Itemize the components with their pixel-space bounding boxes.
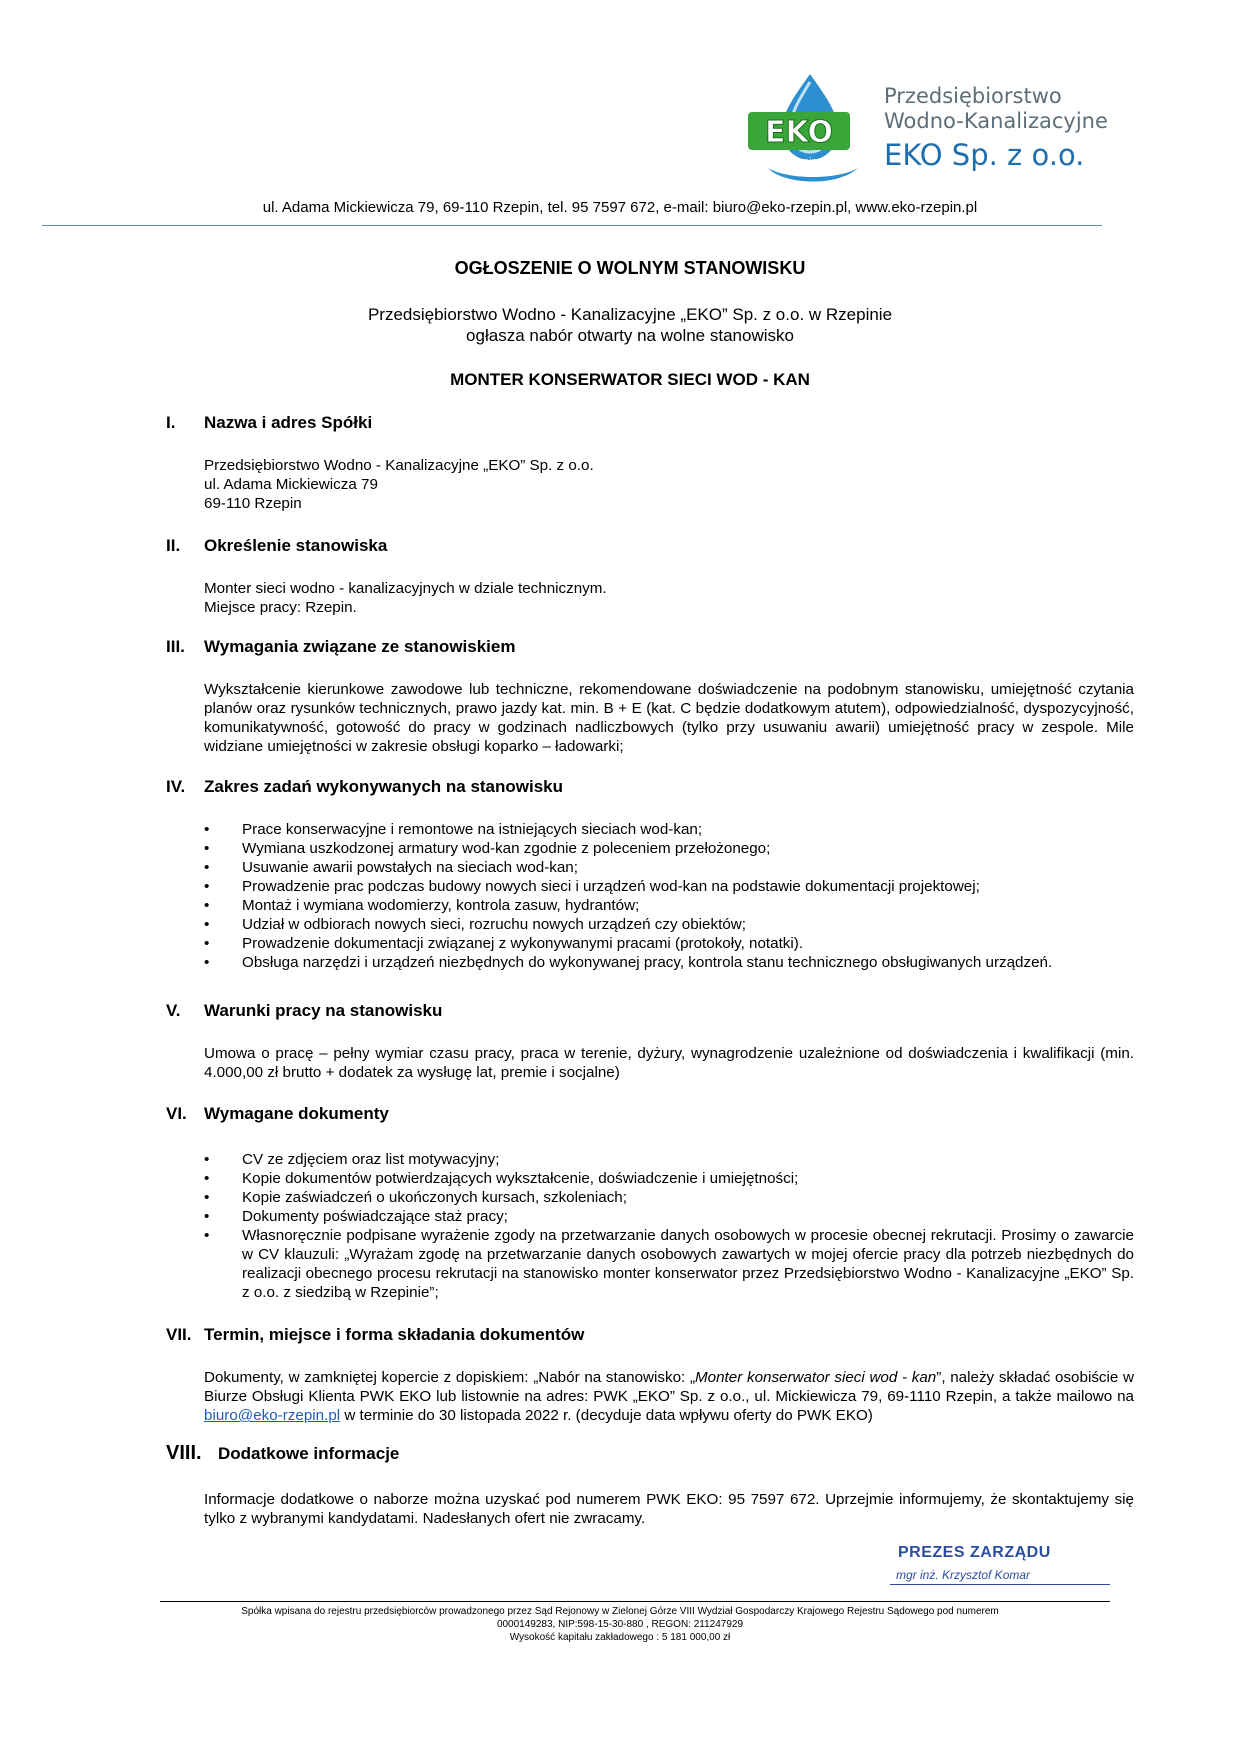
logo-subtext: Rzepin: [786, 157, 818, 167]
section-4-list: [204, 820, 1134, 972]
body-paragraph: Umowa o pracę – pełny wymiar czasu pracy, praca w terenie, dyżury, wynagrodzenie uzależnione od doświadczenia i kwalifikacji (min. 4.000,00 zł brutto + dodatek za wysługę lat, premie i socjalne): [204, 1045, 1134, 1081]
document-title: OGŁOSZENIE O WOLNYM STANOWISKU: [454, 258, 806, 278]
section-5-heading: [166, 1001, 442, 1021]
section-title: Zakres zadań wykonywanych na stanowisku: [204, 777, 564, 796]
intro-line-1: Przedsiębiorstwo Wodno - Kanalizacyjne „EKO” Sp. z o.o. w Rzepinie: [367, 305, 893, 324]
section-title: Warunki pracy na stanowisku: [204, 1001, 443, 1020]
company-line-1: Przedsiębiorstwo: [884, 84, 1062, 108]
header-divider: [42, 225, 1102, 226]
section-6-heading: [166, 1104, 389, 1124]
email-link[interactable]: biuro@eko-rzepin.pl: [204, 1407, 341, 1424]
section-number: VII.: [166, 1325, 192, 1344]
list-item: • Montaż i wymiana wodomierzy, kontrola zasuw, hydrantów;: [204, 896, 1134, 915]
footer-line: Wysokość kapitału zakładowego : 5 181 000,00 zł: [509, 1632, 731, 1643]
section-title: Określenie stanowiska: [204, 536, 388, 555]
body-paragraph: Informacje dodatkowe o naborze można uzyskać pod numerem PWK EKO: 95 7597 672. Uprzejmie informujemy, że skontaktujemy się tylko z wybranymi kandydatami. Nadesłanych ofert nie zwracamy.: [204, 1491, 1134, 1527]
list-item: • Obsługa narzędzi i urządzeń niezbędnych do wykonywanej pracy, kontrola stanu technicznego obsługiwanych urządzeń.: [204, 953, 1134, 972]
intro-line-2: ogłasza nabór otwarty na wolne stanowisko: [466, 326, 794, 345]
section-8-body: [204, 1490, 1134, 1528]
list-item: • Udział w odbiorach nowych sieci, rozruchu nowych urządzeń czy obiektów;: [204, 915, 1134, 934]
company-name: [884, 84, 1108, 174]
section-7-heading: [166, 1325, 584, 1345]
address-line: Przedsiębiorstwo Wodno - Kanalizacyjne „EKO” Sp. z o.o.: [204, 457, 594, 474]
address-line: ul. Adama Mickiewicza 79: [204, 476, 378, 493]
list-item: • CV ze zdjęciem oraz list motywacyjny;: [204, 1150, 1134, 1169]
body-paragraph: Wykształcenie kierunkowe zawodowe lub techniczne, rekomendowane doświadczenie na podobnym stanowisku, umiejętność czytania planów oraz rysunków technicznych, prawo jazdy kat. min. B + E (kat. C będzie dodatkowym atutem), odpowiedzialność, dyspozycyjność, komunikatywność, gotowość do pracy w godzinach nadliczbowych (tylko przy usuwaniu awarii) umiejętność pracy w zespole. Mile widziane umiejętności w zakresie obsługi koparko – ładowarki;: [204, 681, 1134, 755]
section-1-heading: [166, 413, 372, 433]
company-line-3: EKO Sp. z o.o.: [884, 138, 1085, 172]
footer: [120, 1605, 1120, 1644]
section-number: II.: [166, 536, 181, 555]
section-5-body: [204, 1044, 1134, 1082]
section-number: III.: [166, 637, 185, 656]
position-italic: Monter konserwator sieci wod - kan: [695, 1369, 937, 1386]
section-number: VI.: [166, 1104, 187, 1123]
section-title: Termin, miejsce i forma składania dokumentów: [204, 1325, 585, 1344]
signature-name: mgr inż. Krzysztof Komar: [896, 1568, 1031, 1582]
footer-line: 0000149283, NIP:598-15-30-880 , REGON: 211247929: [496, 1619, 744, 1630]
section-6-list: [204, 1150, 1134, 1302]
section-4-heading: [166, 777, 563, 797]
list-item: • Własnoręcznie podpisane wyrażenie zgody na przetwarzanie danych osobowych w procesie obecnej rekrutacji. Prosimy o zawarcie w CV klauzuli: „Wyrażam zgodę na przetwarzanie danych osobowych zawartych w mojej ofercie pracy dla potrzeb niezbędnych do realizacji obecnego procesu rekrutacji na stanowisko monter konserwator przez Przedsiębiorstwo Wodno - Kanalizacyjne „EKO” Sp. z o.o. z siedzibą w Rzepinie”;: [204, 1226, 1134, 1302]
section-title: Wymagane dokumenty: [204, 1104, 389, 1123]
section-number: VIII.: [166, 1442, 202, 1464]
body-text: ”, należy składać osobiście w Biurze Obsługi Klienta PWK EKO lub listownie na adres: PWK „EKO” Sp. z o.o., ul. Mickiewicza 79, 69-1110 Rzepin, a także mailowo na: [204, 1369, 1134, 1405]
signature-line: [890, 1584, 1110, 1585]
list-item: • Wymiana uszkodzonej armatury wod-kan zgodnie z poleceniem przełożonego;: [204, 839, 1134, 858]
section-3-body: [204, 680, 1134, 756]
company-line-2: Wodno-Kanalizacyjne: [884, 109, 1108, 133]
company-address: ul. Adama Mickiewicza 79, 69-110 Rzepin, tel. 95 7597 672, e-mail: biuro@eko-rzepin.pl, www.eko-rzepin.pl: [262, 199, 978, 216]
footer-divider: [160, 1601, 1110, 1602]
intro: [300, 304, 960, 346]
logo-text: EKO: [765, 115, 833, 150]
signature-stamp: PREZES ZARZĄDU: [898, 1544, 1051, 1561]
section-7-body: [204, 1368, 1134, 1425]
body-line: Monter sieci wodno - kanalizacyjnych w dziale technicznym.: [204, 580, 607, 597]
body-text: w terminie do 30 listopada 2022 r. (decyduje data wpływu oferty do PWK EKO): [340, 1407, 873, 1424]
list-item: • Dokumenty poświadczające staż pracy;: [204, 1207, 1134, 1226]
eko-logo: [748, 72, 868, 190]
list-item: • Kopie zaświadczeń o ukończonych kursach, szkoleniach;: [204, 1188, 1134, 1207]
list-item: • Prace konserwacyjne i remontowe na istniejących sieciach wod-kan;: [204, 820, 1134, 839]
section-number: V.: [166, 1001, 181, 1020]
section-number: I.: [166, 413, 176, 432]
body-line: Miejsce pracy: Rzepin.: [204, 599, 357, 616]
section-title: Dodatkowe informacje: [218, 1444, 400, 1463]
list-item: • Prowadzenie prac podczas budowy nowych sieci i urządzeń wod-kan na podstawie dokumentacji projektowej;: [204, 877, 1134, 896]
list-item: • Prowadzenie dokumentacji związanej z wykonywanymi pracami (protokoły, notatki).: [204, 934, 1134, 953]
section-8-heading: [166, 1442, 399, 1465]
body-text: Dokumenty, w zamkniętej kopercie z dopiskiem: „Nabór na stanowisko: „: [204, 1369, 696, 1386]
section-title: Nazwa i adres Spółki: [204, 413, 373, 432]
section-2-heading: [166, 536, 387, 556]
list-item: • Usuwanie awarii powstałych na sieciach wod-kan;: [204, 858, 1134, 877]
address-line: 69-110 Rzepin: [204, 495, 302, 512]
section-title: Wymagania związane ze stanowiskiem: [204, 637, 516, 656]
footer-line: Spółka wpisana do rejestru przedsiębiorców prowadzonego przez Sąd Rejonowy w Zielonej Górze VIII Wydział Gospodarczy Krajowego Rejestru Sądowego pod numerem: [241, 1606, 999, 1617]
position-name: MONTER KONSERWATOR SIECI WOD - KAN: [450, 370, 810, 389]
section-1-body: [204, 456, 1134, 513]
section-2-body: [204, 579, 1134, 617]
section-number: IV.: [166, 777, 186, 796]
list-item: • Kopie dokumentów potwierdzających wykształcenie, doświadczenie i umiejętności;: [204, 1169, 1134, 1188]
section-3-heading: [166, 637, 515, 657]
